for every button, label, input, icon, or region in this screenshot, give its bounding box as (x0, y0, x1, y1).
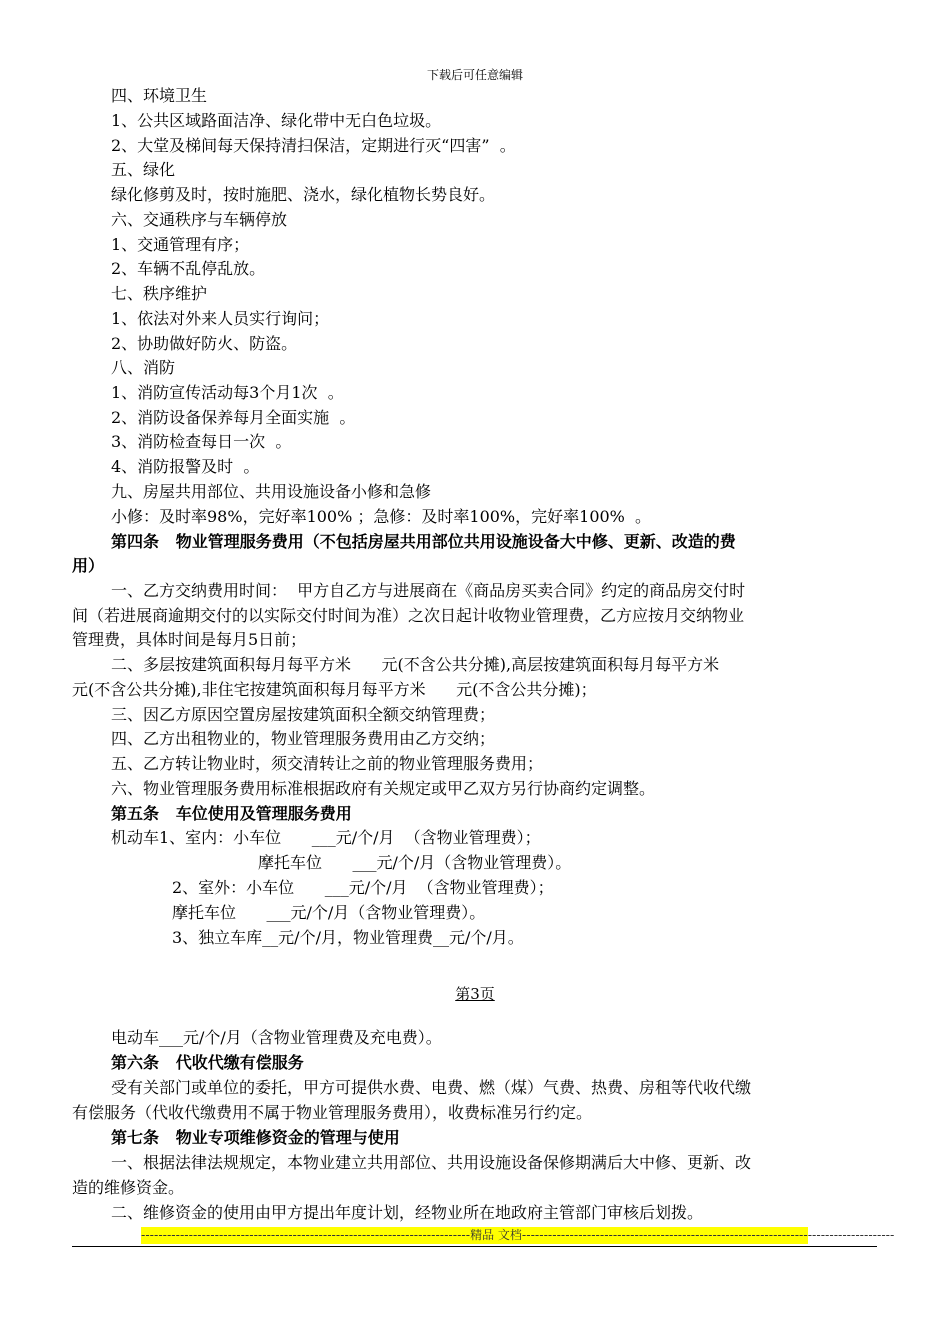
text-line: 摩托车位 ___元/个/月（含物业管理费）。 (258, 853, 572, 872)
text-line: 有偿服务（代收代缴费用不属于物业管理服务费用），收费标准另行约定。 (72, 1103, 593, 1122)
text-line: 元(不含公共分摊),非住宅按建筑面积每月每平方米 元(不含公共分摊)； (72, 680, 597, 699)
text-line: 五、乙方转让物业时，须交清转让之前的物业管理服务费用； (111, 754, 544, 773)
text-line: 1、依法对外来人员实行询问； (111, 309, 330, 328)
text-line: 一、根据法律法规规定，本物业建立共用部位、共用设施设备保修期满后大中修、更新、改 (111, 1153, 752, 1172)
article-4-title-cont: 用） (72, 556, 105, 575)
footer-rule (72, 1246, 877, 1247)
text-line: 1、消防宣传活动每3个月1次 。 (111, 383, 344, 402)
footer-dashes-right: -------------------------------------------------------------------------------------- (521, 1228, 895, 1242)
article-6-title: 第六条 代收代缴有偿服务 (111, 1053, 304, 1072)
text-line: 一、乙方交纳费用时间： 甲方自乙方与进展商在《商品房买卖合同》约定的商品房交付时 (111, 581, 746, 600)
section-heading: 五、绿化 (111, 160, 176, 179)
footer-dashes-left: ---------------------------------------------------------------------------- (141, 1228, 471, 1242)
article-7-title: 第七条 物业专项维修资金的管理与使用 (111, 1128, 400, 1147)
text-line: 小修：及时率98%，完好率100% ；急修：及时率100%，完好率100% 。 (111, 507, 652, 526)
section-heading: 九、房屋共用部位、共用设施设备小修和急修 (111, 482, 432, 501)
text-line: 3、消防检查每日一次 。 (111, 432, 292, 451)
section-heading: 八、消防 (111, 358, 176, 377)
text-line: 间（若进展商逾期交付的以实际交付时间为准）之次日起计收物业管理费，乙方应按月交纳物业 (72, 606, 745, 625)
text-line: 摩托车位 ___元/个/月（含物业管理费）。 (172, 903, 486, 922)
text-line: 四、乙方出租物业的，物业管理服务费用由乙方交纳； (111, 729, 496, 748)
text-line: 2、车辆不乱停乱放。 (111, 259, 266, 278)
section-heading: 七、秩序维护 (111, 284, 208, 303)
page-header: 下载后可任意编辑 (426, 68, 523, 82)
text-line: 2、室外：小车位 ___元/个/月 （含物业管理费）； (172, 878, 554, 897)
text-line: 1、公共区域路面洁净、绿化带中无白色垃圾。 (111, 111, 442, 130)
text-line: 2、协助做好防火、防盗。 (111, 334, 298, 353)
text-line: 4、消防报警及时 。 (111, 457, 260, 476)
text-line: 受有关部门或单位的委托，甲方可提供水费、电费、燃（煤）气费、热费、房租等代收代缴 (111, 1078, 752, 1097)
text-line: 管理费，具体时间是每月5日前； (72, 630, 307, 649)
text-line: 六、物业管理服务费用标准根据政府有关规定或甲乙双方另行协商约定调整。 (111, 779, 656, 798)
text-line: 2、大堂及梯间每天保持清扫保洁，定期进行灭“四害” 。 (111, 136, 516, 155)
footer-highlight-banner (141, 1227, 895, 1244)
text-line: 机动车1、室内：小车位 ___元/个/月 （含物业管理费）； (111, 828, 541, 847)
text-line: 二、多层按建筑面积每月每平方米 元(不含公共分摊),高层按建筑面积每月每平方米 (111, 655, 720, 674)
article-4-title: 第四条 物业管理服务费用（不包括房屋共用部位共用设施设备大中修、更新、改造的费 (111, 532, 736, 551)
page-number: 第3页 (455, 985, 495, 1003)
section-heading: 四、环境卫生 (111, 86, 208, 105)
text-line: 1、交通管理有序； (111, 235, 250, 254)
article-5-title: 第五条 车位使用及管理服务费用 (111, 804, 352, 823)
text-line: 绿化修剪及时，按时施肥、浇水，绿化植物长势良好。 (111, 185, 496, 204)
text-line: 三、因乙方原因空置房屋按建筑面积全额交纳管理费； (111, 705, 496, 724)
text-line: 电动车___元/个/月（含物业管理费及充电费）。 (111, 1028, 442, 1047)
text-line: 二、维修资金的使用由甲方提出年度计划，经物业所在地政府主管部门审核后划拨。 (111, 1203, 704, 1222)
text-line: 3、独立车库__元/个/月，物业管理费__元/个/月。 (172, 928, 524, 947)
text-line: 2、消防设备保养每月全面实施 。 (111, 408, 356, 427)
text-line: 造的维修资金。 (72, 1178, 185, 1197)
section-heading: 六、交通秩序与车辆停放 (111, 210, 288, 229)
footer-label: 精品 文档 (470, 1228, 522, 1242)
